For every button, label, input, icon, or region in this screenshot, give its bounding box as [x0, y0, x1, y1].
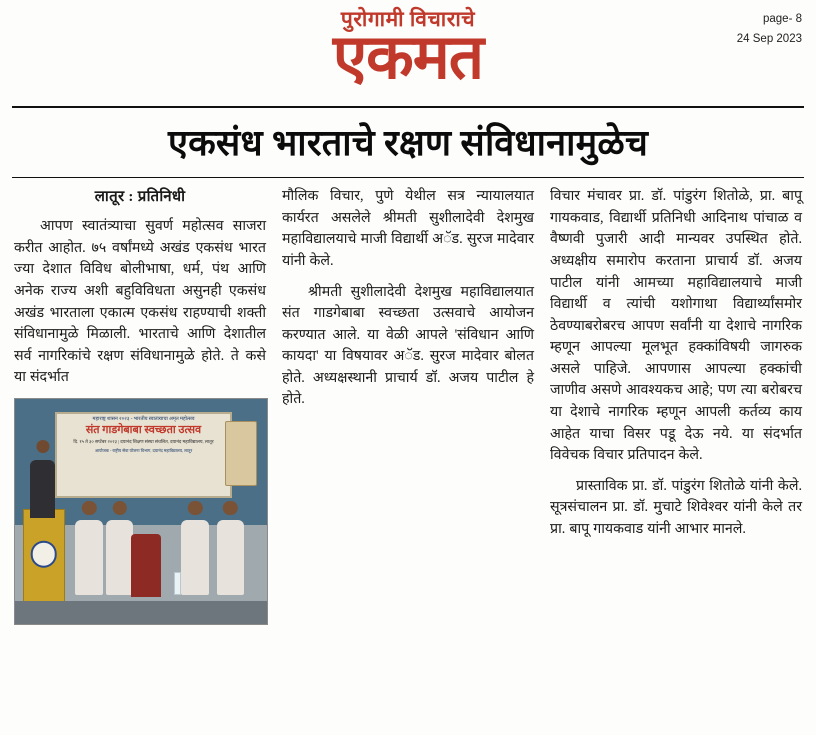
photo-portrait-frame	[225, 421, 257, 486]
article-byline: लातूर : प्रतिनिधी	[94, 189, 186, 206]
masthead	[0, 0, 816, 100]
article-paragraph: आपण स्वातंत्र्याचा सुवर्ण महोत्सव साजरा करीत आहोत. ७५ वर्षांमध्ये अखंड एकसंध भारत ज्या देशात विविध बोलीभाषा, धर्म, पंथ आणि अनेक राज्य अशी बहुविविधता असुनही एकसंध अखंड भारताला एकात्म एकसंध राहण्याची शक्ती संविधानामुळे मिळाली. भारताचे आणि देशातील सर्व नागरिकांचे रक्षण संविधानामुळे होते. ते कसे या संदर्भात	[14, 218, 266, 386]
banner-top-text: महाराष्ट्र शासन २०२३ - भारतीय स्वातंत्र्याचा अमृत महोत्सव	[92, 417, 195, 423]
masthead-tagline: पुरोगामी विचाराचे	[340, 7, 476, 31]
photo-podium	[23, 509, 65, 606]
masthead-branding	[0, 7, 816, 93]
page-number-label: page- 8	[762, 13, 802, 25]
banner-footer-text: आयोजक - राष्ट्रीय सेवा योजना विभाग, दयानंद महाविद्यालय, लातूर	[94, 447, 193, 453]
article-column-1	[14, 186, 266, 731]
photo-speaker-person	[30, 460, 55, 519]
photo-chair	[131, 534, 161, 597]
podium-emblem	[30, 541, 57, 568]
banner-title-text: संत गाडगेबाबा स्वच्छता उत्सव	[85, 424, 202, 437]
page-headline: एकसंध भारताचे रक्षण संविधानामुळेच	[167, 123, 649, 163]
photo-front-table	[15, 601, 267, 624]
article-paragraph: प्रास्ताविक प्रा. डॉ. पांडुरंग शितोळे यांनी केले. सूत्रसंचालन प्रा. डॉ. मुचाटे शिवेश्वर यांनी केले तर प्रा. बापू गायकवाड यांनी आभार मानले.	[550, 477, 802, 537]
photo-seated-person	[181, 520, 209, 594]
article-column-3	[550, 186, 802, 731]
photo-event-banner	[55, 412, 231, 498]
article-paragraph: श्रीमती सुशीलादेवी देशमुख महाविद्यालयात संत गाडगेबाबा स्वच्छता उत्सवाचे आयोजन करण्यात आले. या वेळी आपले 'संविधान आणि कायदा' या विषयावर अॅड. सुरज मादेवार बोलत होते. अध्यक्षस्थानी प्राचार्य डॉ. अजय पाटील हे होते.	[282, 283, 534, 408]
article-column-2	[282, 186, 534, 731]
article-paragraph: मौलिक विचार, पुणे येथील सत्र न्यायालयात कार्यरत असलेले श्रीमती सुशीलादेवी देशमुख महाविद्यालयाचे माजी विद्यार्थी अॅड. सुरज मादेवार यांनी केले.	[282, 188, 534, 269]
publication-date: 24 Sep 2023	[736, 32, 802, 45]
headline-divider	[12, 177, 804, 178]
banner-subtitle-text: दि. १५ ते ३० सप्टेंबर २०२३ | दयानंद शिक्षण संस्था संचलित, दयानंद महाविद्यालय, लातूर	[73, 438, 214, 444]
masthead-logo: एकमत	[332, 24, 484, 93]
article-paragraph: विचार मंचावर प्रा. डॉ. पांडुरंग शितोळे, प्रा. बापू गायकवाड, विद्यार्थी प्रतिनिधी आदिनाथ पांचाळ व वैष्णवी पुजारी आदी मान्यवर उपस्थित होते. अध्यक्षीय समारोप करताना प्राचार्य डॉ. अजय पाटील यांनी आमच्या महाविद्यालयाचे माजी विद्यार्थी व त्यांची यशोगाथा विद्यार्थ्यांसमोर ठेवण्याबरोबरच आपण सर्वांनी या देशाचे नागरिक म्हणून आपल्या मूलभूत हक्कांविषयी जागरुक असले पाहिजे. आपणास आपल्या हक्कांची जाणीव असणे आवश्यकच आहे; पण त्या बरोबरच या देशाचे नागरिक म्हणून आपली कर्तव्य काय आहेत याचा विसर पडू देऊ नये. या संदर्भात विवेचक विचार प्रतिपादन केले.	[550, 188, 802, 464]
article-photo	[14, 398, 268, 625]
article-columns	[0, 186, 816, 731]
photo-seated-person	[217, 520, 245, 594]
photo-water-bottle	[174, 572, 181, 594]
photo-seated-person	[75, 520, 103, 594]
photo-seated-person	[106, 520, 134, 594]
masthead-meta	[737, 10, 802, 49]
